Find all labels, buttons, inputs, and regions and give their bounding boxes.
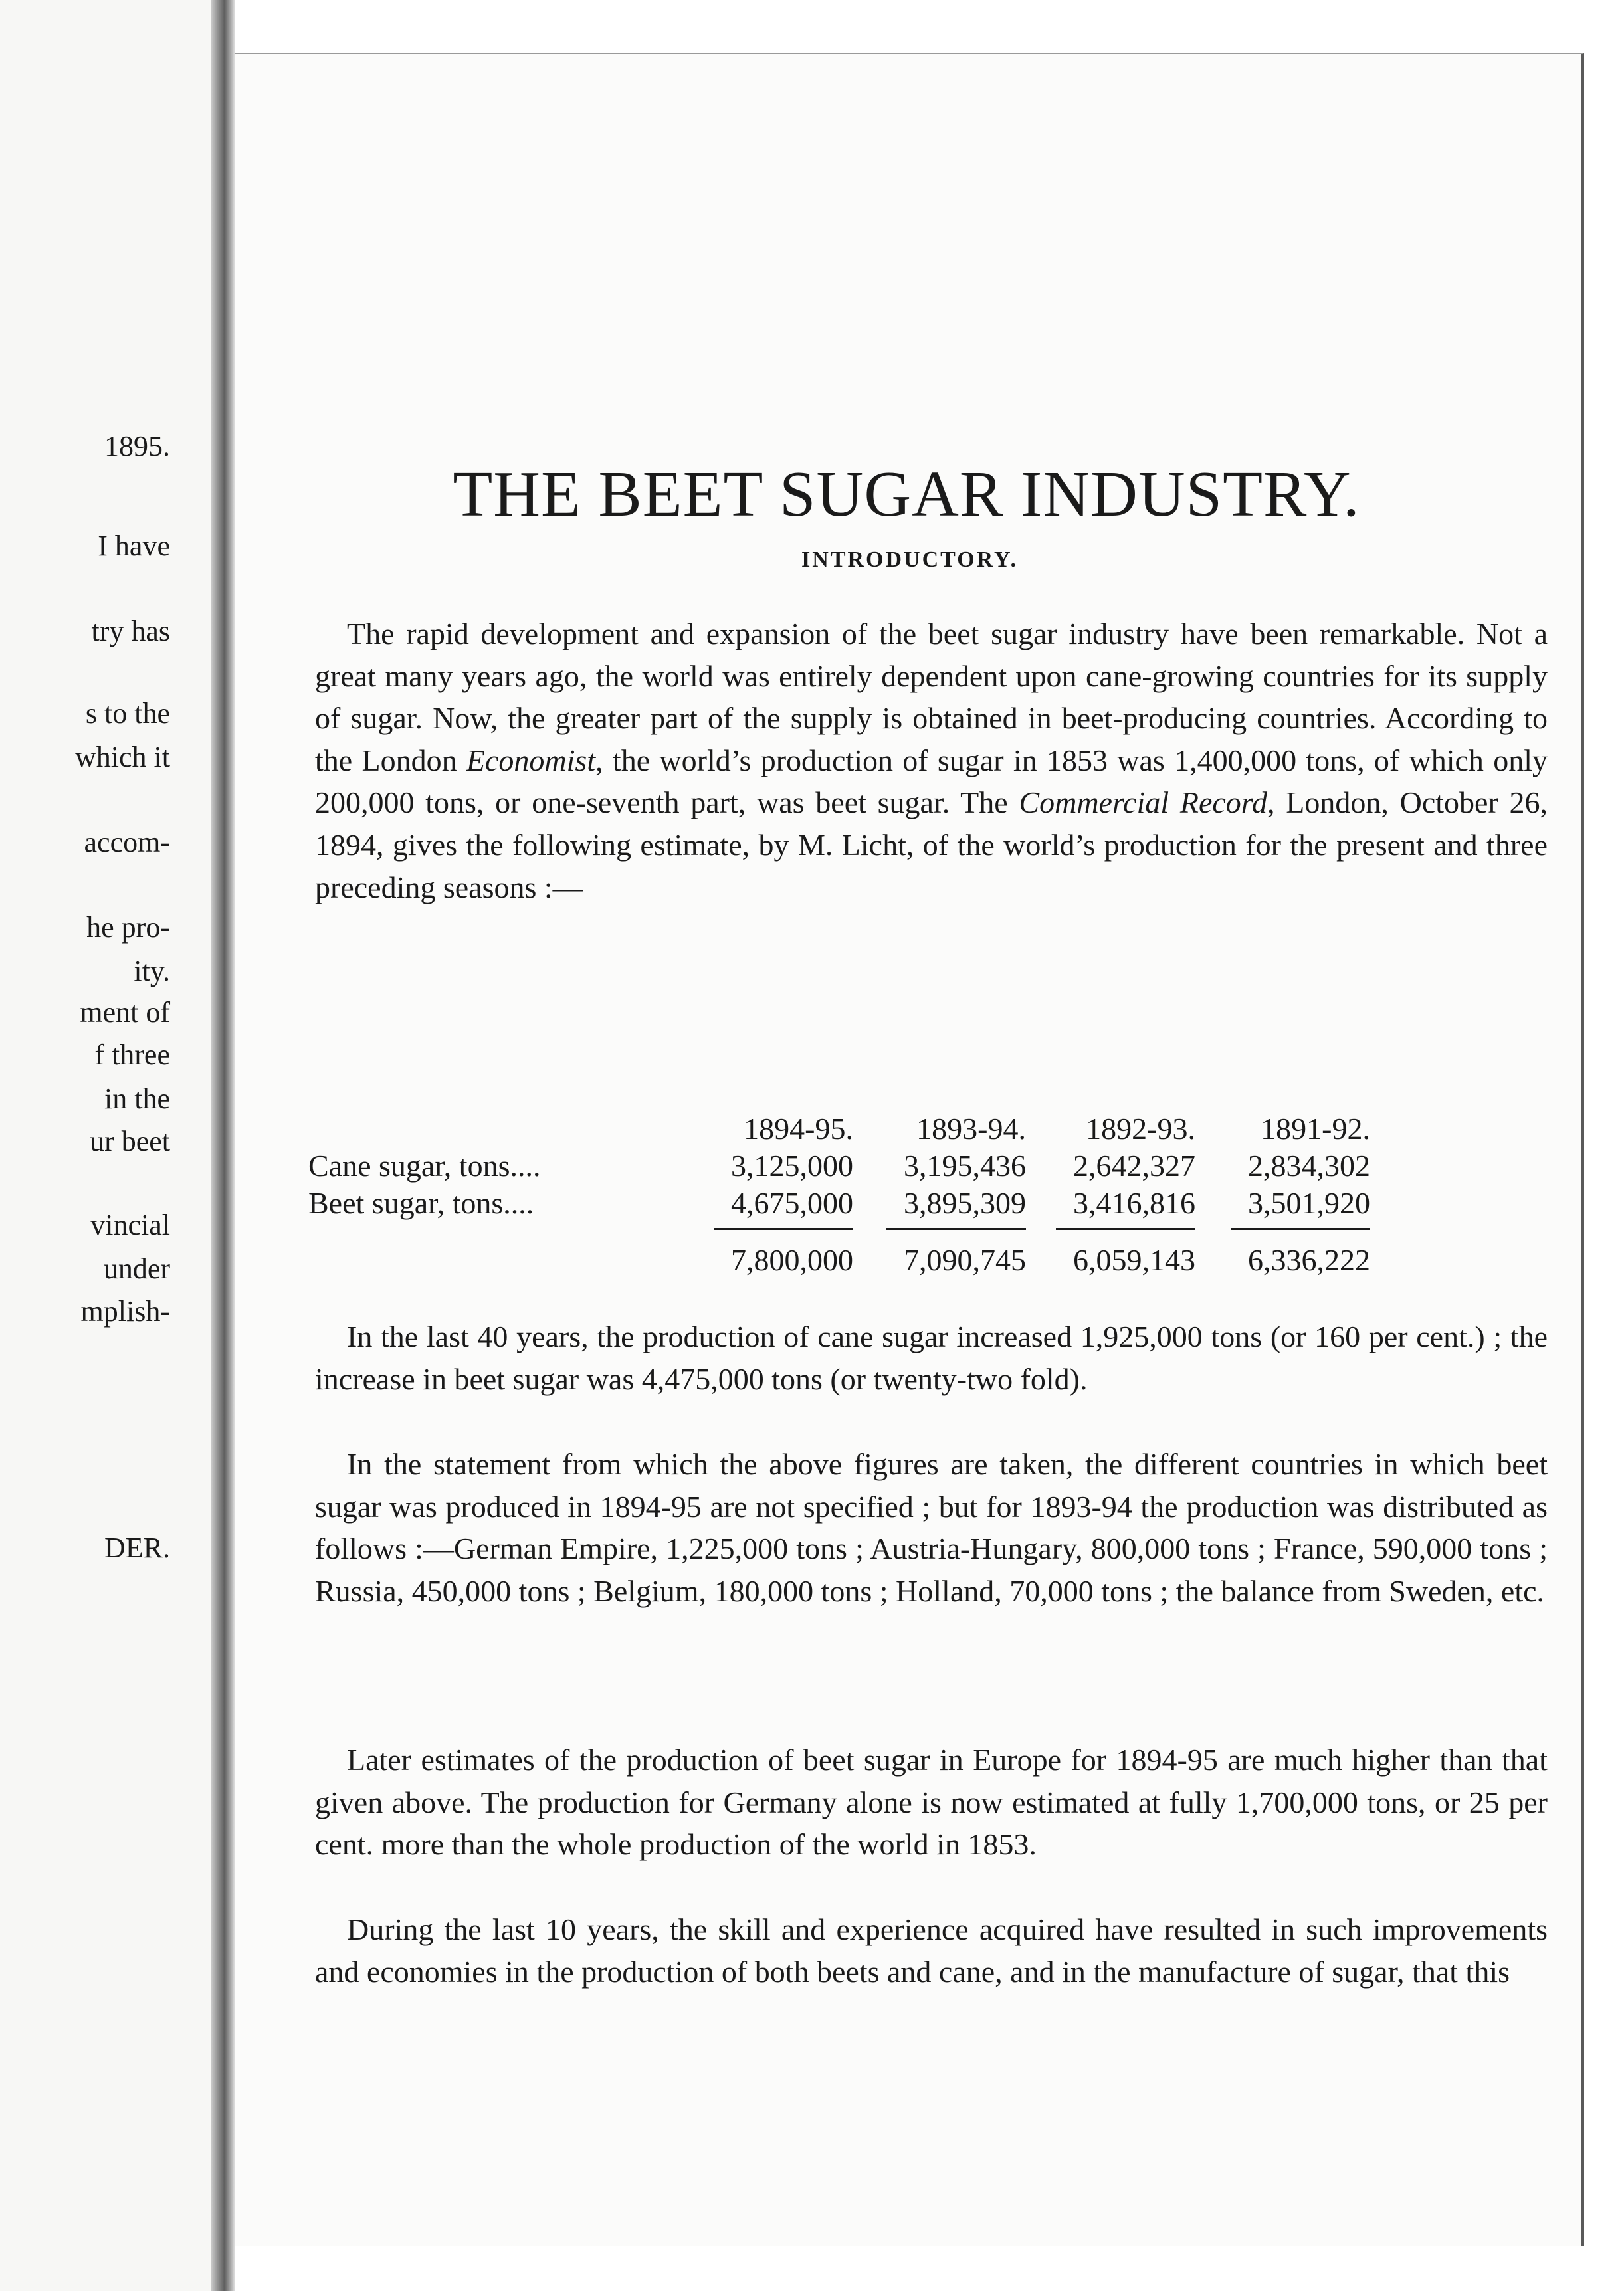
table-row xyxy=(308,1148,1551,1185)
table-total-row xyxy=(308,1243,1551,1284)
total-cell: 6,336,222 xyxy=(1248,1243,1370,1277)
total-rule xyxy=(714,1228,853,1230)
left-page-fragment: under xyxy=(103,1252,170,1285)
economist-title: Economist xyxy=(466,743,596,777)
table-header-row xyxy=(308,1111,1551,1148)
left-page-fragment: he pro- xyxy=(86,911,170,944)
paragraph-later-estimates: Later estimates of the production of beet sugar in Europe for 1894-95 are much higher than that given above. The production for Germany alone is now estimated at fully 1,700,000 tons, or 25 per cent. more than the whole production of the world in 1853. xyxy=(315,1743,1548,1862)
left-page-fragment: mplish- xyxy=(80,1295,170,1328)
season-header: 1894-95. xyxy=(744,1112,853,1146)
left-page-fragment: in the xyxy=(104,1082,170,1115)
left-page-fragment: ment of xyxy=(80,996,170,1029)
table-cell: 3,895,309 xyxy=(904,1186,1026,1220)
paragraph-intro-text: The rapid development and expansion of the beet sugar industry have been remarkable. Not a great many years ago, the world was entirely dependent upon cane-growing countries for its supply of sugar. Now, the greater part of the supply is obtained in beet-producing countries. According to the London xyxy=(315,617,1548,777)
production-table xyxy=(308,1111,1551,1284)
page-title: THE BEET SUGAR INDUSTRY. xyxy=(453,458,1360,530)
table-cell: 3,195,436 xyxy=(904,1149,1026,1183)
table-row xyxy=(308,1185,1551,1223)
total-rules xyxy=(308,1223,1551,1243)
season-header: 1891-92. xyxy=(1261,1112,1370,1146)
left-page-fragment: which it xyxy=(75,741,170,773)
row-label: Cane sugar, tons.... xyxy=(308,1149,541,1183)
left-facing-page xyxy=(0,0,211,2291)
left-page-fragment: vincial xyxy=(90,1209,170,1241)
total-cell: 7,800,000 xyxy=(731,1243,853,1277)
season-header: 1893-94. xyxy=(916,1112,1026,1146)
total-rule xyxy=(886,1228,1026,1230)
left-page-fragment: accom- xyxy=(84,826,170,858)
total-cell: 7,090,745 xyxy=(904,1243,1026,1277)
paragraph-increase: In the last 40 years, the production of cane sugar increased 1,925,000 tons (or 160 per cent.) ; the increase in beet sugar was 4,475,000 tons (or twenty-two fold). xyxy=(315,1320,1548,1396)
book-gutter xyxy=(211,0,235,2291)
total-cell: 6,059,143 xyxy=(1073,1243,1195,1277)
left-page-fragment: DER. xyxy=(104,1532,170,1564)
paragraph-intro-text: , London, October 26, 1894, gives the following estimate, by M. Licht, of the world’s production for the present and three preceding seasons :— xyxy=(315,785,1548,904)
left-page-fragment: s to the xyxy=(85,697,170,730)
left-page-fragment: ur beet xyxy=(90,1125,170,1157)
table-cell: 3,501,920 xyxy=(1248,1186,1370,1220)
section-heading: INTRODUCTORY. xyxy=(801,548,1018,572)
left-page-fragment: 1895. xyxy=(104,430,170,462)
left-page-fragment: ity. xyxy=(134,955,170,987)
table-cell: 3,125,000 xyxy=(731,1149,853,1183)
row-label: Beet sugar, tons.... xyxy=(308,1186,534,1220)
paragraph-improvements: During the last 10 years, the skill and experience acquired have resulted in such improvements and economies in the production of both beets and cane, and in the manufacture of sugar, that this xyxy=(315,1912,1548,1989)
paragraph-intro-text: , the world’s production of sugar in 1853 was 1,400,000 tons, of which only 200,000 tons, or one-seventh part, was beet sugar. The xyxy=(315,743,1548,820)
total-rule xyxy=(1231,1228,1370,1230)
left-page-fragment: I have xyxy=(98,530,170,562)
commercial-record-title: Commercial Record xyxy=(1019,785,1268,820)
left-page-fragment: f three xyxy=(94,1039,170,1071)
table-cell: 2,642,327 xyxy=(1073,1149,1195,1183)
paragraph-intro xyxy=(315,613,1548,908)
table-cell: 3,416,816 xyxy=(1073,1186,1195,1220)
total-rule xyxy=(1056,1228,1195,1230)
table-cell: 4,675,000 xyxy=(731,1186,853,1220)
season-header: 1892-93. xyxy=(1086,1112,1195,1146)
main-page xyxy=(235,53,1584,2246)
table-cell: 2,834,302 xyxy=(1248,1149,1370,1183)
paragraph-countries: In the statement from which the above figures are taken, the different countries in which beet sugar was produced in 1894-95 are not specified ; but for 1893-94 the production was distributed as follows :—German Empire, 1,225,000 tons ; Austria-Hungary, 800,000 tons ; France, 590,000 tons ; Russia, 450,000 tons ; Belgium, 180,000 tons ; Holland, 70,000 tons ; the balance from Sweden, etc. xyxy=(315,1447,1548,1608)
left-page-fragment: try has xyxy=(91,615,170,647)
